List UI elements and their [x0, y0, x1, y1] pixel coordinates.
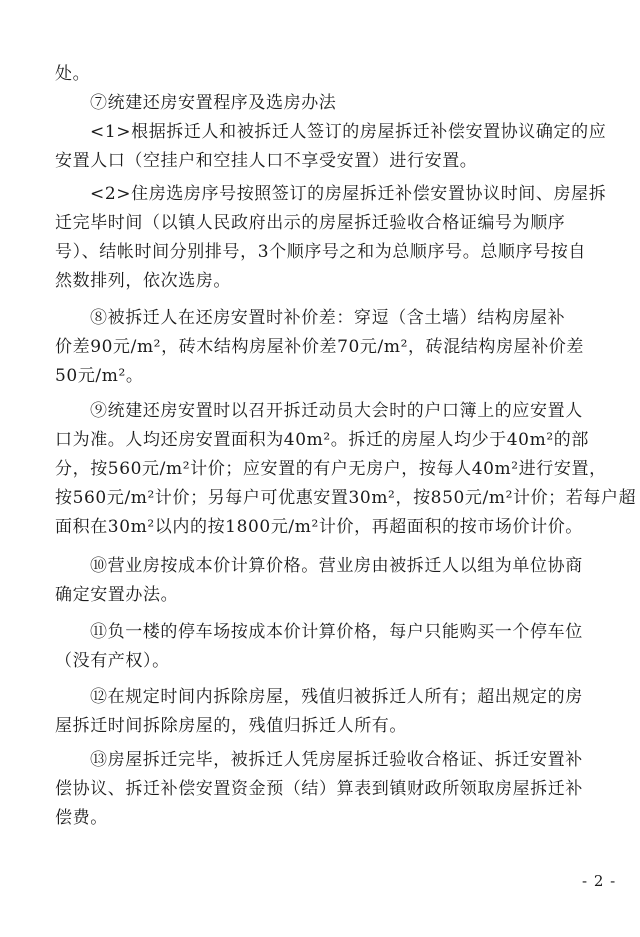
text-line: （没有产权）。	[55, 651, 170, 671]
text-line: 50元/m²。	[55, 366, 144, 386]
text-line: 确定安置办法。	[55, 585, 179, 605]
paragraph-13	[55, 746, 615, 833]
text-line: 然数排列，依次选房。	[55, 271, 231, 291]
text-line: 分，按560元/m²计价；应安置的有户无房户，按每人40m²进行安置，	[55, 459, 607, 479]
paragraph-7-1	[55, 118, 615, 176]
text-line: ⑨统建还房安置时以召开拆迁动员大会时的户口簿上的应安置人	[90, 401, 583, 421]
text-line: 号）、结帐时间分别排号，3个顺序号之和为总顺序号。总顺序号按自	[55, 242, 586, 262]
text-line: 处。	[55, 64, 91, 84]
text-line: 口为准。人均还房安置面积为40m²。拆迁的房屋人均少于40m²的部	[55, 430, 589, 450]
text-line: <1>根据拆迁人和被拆迁人签订的房屋拆迁补偿安置协议确定的应	[90, 122, 607, 142]
text-line: 安置人口（空挂户和空挂人口不享受安置）进行安置。	[55, 151, 478, 171]
paragraph-12	[55, 683, 615, 741]
text-line: <2>住房选房序号按照签订的房屋拆迁补偿安置协议时间、房屋拆	[90, 184, 607, 204]
paragraph-10	[55, 552, 615, 610]
text-line: 按560元/m²计价；另每户可优惠安置30m²，按850元/m²计价；若每户超	[55, 488, 637, 508]
text-line: ⑩营业房按成本价计算价格。营业房由被拆迁人以组为单位协商	[90, 556, 583, 576]
text-line: ⑫在规定时间内拆除房屋，残值归被拆迁人所有；超出规定的房	[90, 687, 583, 707]
paragraph-8	[55, 304, 615, 391]
text-line: 面积在30m²以内的按1800元/m²计价，再超面积的按市场价计价。	[55, 517, 583, 537]
paragraph-continuation	[55, 60, 615, 89]
paragraph-7-heading	[55, 89, 615, 118]
text-line: 迁完毕时间（以镇人民政府出示的房屋拆迁验收合格证编号为顺序	[55, 213, 566, 233]
text-line: 偿协议、拆迁补偿安置资金预（结）算表到镇财政所领取房屋拆迁补	[55, 779, 583, 799]
paragraph-7-2	[55, 180, 615, 296]
text-line: ⑧被拆迁人在还房安置时补价差：穿逗（含土墙）结构房屋补	[90, 308, 566, 328]
text-line: ⑦统建还房安置程序及选房办法	[90, 93, 337, 113]
paragraph-11	[55, 618, 615, 676]
text-line: 屋拆迁时间拆除房屋的，残值归拆迁人所有。	[55, 716, 407, 736]
text-line: 偿费。	[55, 808, 108, 828]
text-line: ⑬房屋拆迁完毕，被拆迁人凭房屋拆迁验收合格证、拆迁安置补	[90, 750, 583, 770]
page-number: - 2 -	[582, 872, 617, 890]
text-line: 价差90元/m²，砖木结构房屋补价差70元/m²，砖混结构房屋补价差	[55, 337, 584, 357]
paragraph-9	[55, 397, 637, 542]
text-line: ⑪负一楼的停车场按成本价计算价格，每户只能购买一个停车位	[90, 622, 583, 642]
